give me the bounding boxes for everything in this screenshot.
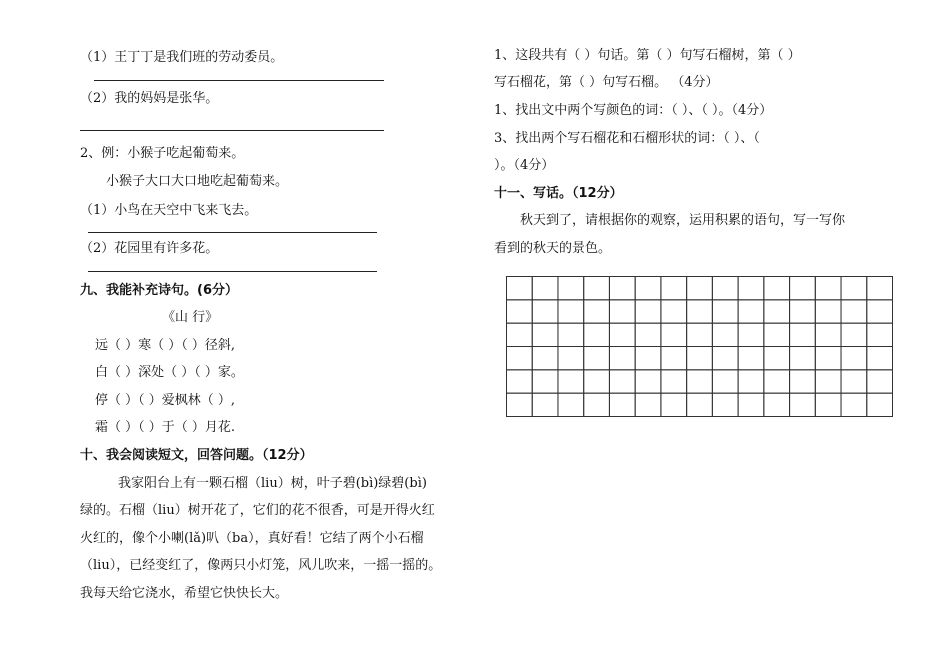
grid-cell[interactable] [712,323,738,346]
grid-cell[interactable] [687,393,713,416]
grid-cell[interactable] [815,277,841,300]
grid-cell[interactable] [712,277,738,300]
grid-cell[interactable] [841,323,867,346]
passage-line-5: 我每天给它浇水，希望它快快长大。 [80,586,289,601]
grid-cell[interactable] [584,323,610,346]
question-3-line-1: 3、找出两个写石榴花和石榴形状的词：（ ）、（ [494,131,760,146]
grid-cell[interactable] [841,393,867,416]
grid-cell[interactable] [738,370,764,393]
grid-cell[interactable] [687,277,713,300]
section-10-title: 十、我会阅读短文，回答问题。（12分） [80,448,313,463]
grid-cell[interactable] [841,277,867,300]
passage-line-3: 火红的，像个小喇(lǎ)叭（ba），真好看！它结了两个小石榴 [80,531,424,546]
answer-line[interactable] [94,80,384,81]
grid-cell[interactable] [558,370,584,393]
grid-cell[interactable] [532,370,558,393]
poem-title: 《山 行》 [162,310,219,325]
grid-cell[interactable] [532,277,558,300]
question-item-2-2: （2）花园里有许多花。 [80,241,219,256]
grid-cell[interactable] [507,323,533,346]
grid-cell[interactable] [738,323,764,346]
writing-prompt-line-2: 看到的秋天的景色。 [494,241,612,256]
poem-line-2: 白（ ）深处（ ）（ ）家。 [95,365,244,380]
grid-cell[interactable] [584,393,610,416]
grid-cell[interactable] [532,347,558,370]
grid-cell[interactable] [867,393,893,416]
grid-cell[interactable] [609,370,635,393]
grid-cell[interactable] [558,277,584,300]
section-9-title: 九、我能补充诗句。(6分） [80,283,238,298]
grid-cell[interactable] [635,393,661,416]
grid-cell[interactable] [738,277,764,300]
grid-cell[interactable] [815,393,841,416]
grid-cell[interactable] [841,370,867,393]
grid-cell[interactable] [609,300,635,323]
grid-cell[interactable] [790,300,816,323]
grid-cell[interactable] [867,370,893,393]
grid-cell[interactable] [558,393,584,416]
question-3-line-2: ）。（4分） [494,158,555,173]
grid-cell[interactable] [661,370,687,393]
grid-cell[interactable] [790,347,816,370]
grid-cell[interactable] [815,370,841,393]
grid-cell[interactable] [712,393,738,416]
writing-grid[interactable] [506,276,893,417]
grid-cell[interactable] [635,277,661,300]
question-item-1-2: （2）我的妈妈是张华。 [80,91,219,106]
grid-cell[interactable] [712,370,738,393]
grid-cell[interactable] [841,300,867,323]
grid-cell[interactable] [815,323,841,346]
grid-cell[interactable] [507,347,533,370]
grid-cell[interactable] [867,323,893,346]
grid-cell[interactable] [764,347,790,370]
grid-cell[interactable] [558,323,584,346]
grid-cell[interactable] [609,277,635,300]
grid-cell[interactable] [635,370,661,393]
grid-cell[interactable] [790,277,816,300]
grid-cell[interactable] [867,347,893,370]
passage-line-2: 绿的。石榴（liu）树开花了，它们的花不很香，可是开得火红 [80,503,435,518]
grid-cell[interactable] [738,393,764,416]
grid-cell[interactable] [507,300,533,323]
question-item-2-1: （1）小鸟在天空中飞来飞去。 [80,203,258,218]
grid-cell[interactable] [867,300,893,323]
grid-cell[interactable] [687,300,713,323]
grid-cell[interactable] [867,277,893,300]
grid-cell[interactable] [661,323,687,346]
grid-cell[interactable] [532,393,558,416]
writing-prompt-line-1: 秋天到了，请根据你的观察，运用积累的语句，写一写你 [520,213,846,228]
question-2: 1、找出文中两个写颜色的词：（ ）、（ ）。（4分） [494,103,773,118]
grid-cell[interactable] [661,300,687,323]
question-item-1-1: （1）王丁丁是我们班的劳动委员。 [80,50,284,65]
poem-line-3: 停（ ）（ ）爱枫林（ ）, [95,393,236,408]
question-1-line-2: 写石榴花，第（ ）句写石榴。 （4分） [494,75,719,90]
poem-line-1: 远（ ）寒（ ）（ ）径斜, [95,338,236,353]
passage-line-4: （liu），已经变红了，像两只小灯笼，风儿吹来，一摇一摇的。 [80,558,442,573]
exercise-2-sample: 小猴子大口大口地吃起葡萄来。 [106,174,289,189]
grid-cell[interactable] [815,347,841,370]
grid-cell[interactable] [609,323,635,346]
grid-cell[interactable] [584,370,610,393]
poem-line-4: 霜（ ）（ ）于（ ）月花. [95,420,236,435]
grid-cell[interactable] [609,393,635,416]
grid-cell[interactable] [584,277,610,300]
grid-cell[interactable] [558,347,584,370]
grid-cell[interactable] [584,300,610,323]
grid-cell[interactable] [790,370,816,393]
grid-cell[interactable] [507,277,533,300]
grid-cell[interactable] [712,300,738,323]
grid-cell[interactable] [738,300,764,323]
answer-line[interactable] [80,130,384,131]
question-1-line-1: 1、这段共有（ ）句话。第（ ）句写石榴树，第（ ） [494,48,801,63]
grid-cell[interactable] [687,370,713,393]
grid-cell[interactable] [687,347,713,370]
grid-cell[interactable] [661,347,687,370]
grid-cell[interactable] [815,300,841,323]
grid-cell[interactable] [738,347,764,370]
grid-cell[interactable] [507,393,533,416]
grid-cell[interactable] [712,347,738,370]
grid-cell[interactable] [532,323,558,346]
grid-cell[interactable] [790,393,816,416]
grid-cell[interactable] [507,370,533,393]
grid-cell[interactable] [764,370,790,393]
section-11-title: 十一、写话。（12分） [494,186,623,201]
grid-cell[interactable] [635,323,661,346]
grid-cell[interactable] [764,323,790,346]
grid-cell[interactable] [635,347,661,370]
exercise-2-title: 2、例：小猴子吃起葡萄来。 [80,146,245,161]
grid-cell[interactable] [558,300,584,323]
grid-cell[interactable] [687,323,713,346]
grid-cell[interactable] [661,393,687,416]
grid-cell[interactable] [790,323,816,346]
grid-cell[interactable] [532,300,558,323]
grid-cell[interactable] [609,347,635,370]
grid-cell[interactable] [661,277,687,300]
answer-line[interactable] [88,271,377,272]
grid-cell[interactable] [584,347,610,370]
grid-cell[interactable] [764,393,790,416]
grid-cell[interactable] [764,300,790,323]
passage-line-1: 我家阳台上有一颗石榴（liu）树，叶子碧(bì)绿碧(bì) [118,476,427,491]
grid-cell[interactable] [764,277,790,300]
grid-cell[interactable] [841,347,867,370]
answer-line[interactable] [88,232,377,233]
grid-cell[interactable] [635,300,661,323]
